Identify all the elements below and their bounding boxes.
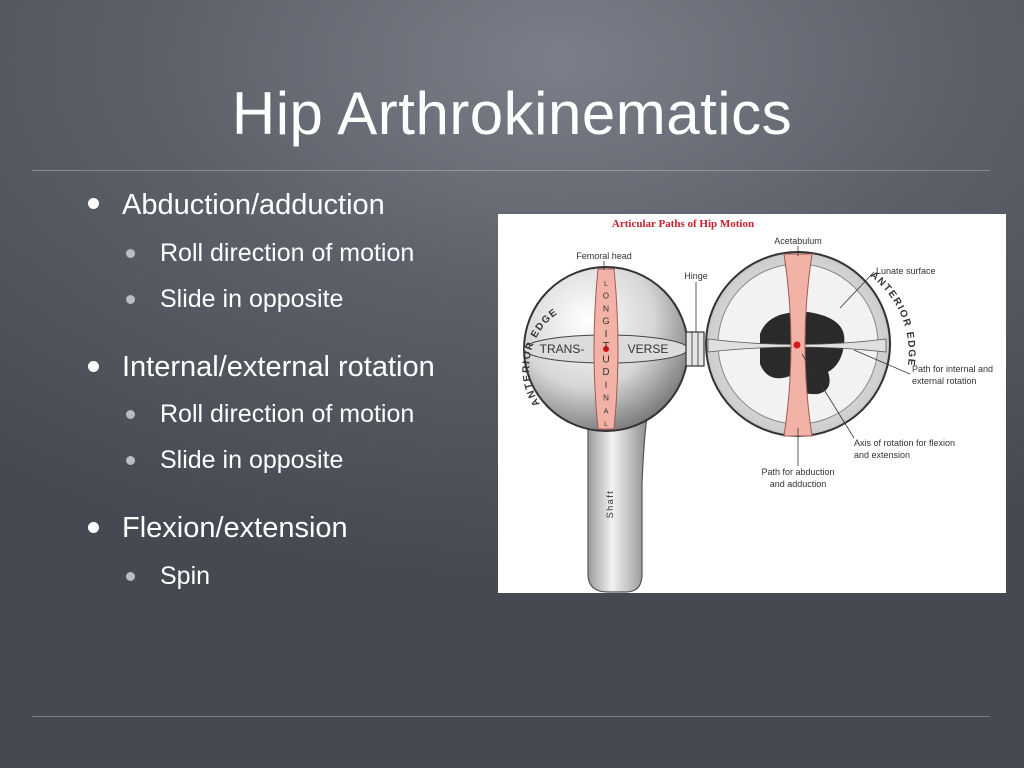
label-anterior-edge-right: ANTERIOR EDGE <box>868 269 917 368</box>
footer-divider <box>32 716 990 717</box>
label-path-rotation-line1: Path for internal and <box>912 364 994 374</box>
longitudinal-letter: L <box>604 421 608 428</box>
longitudinal-letter: G <box>602 315 610 327</box>
sub-bullet-dot <box>126 456 135 465</box>
femoral-head <box>521 267 688 431</box>
sub-bullet-dot <box>126 410 135 419</box>
bullet-dot <box>88 361 99 372</box>
hip-motion-diagram <box>498 214 1006 593</box>
sub-bullet-slide: Slide in opposite <box>160 285 344 313</box>
longitudinal-letter: D <box>602 367 610 379</box>
sub-bullet-roll: Roll direction of motion <box>160 400 415 428</box>
label-lunate-surface: Lunate surface <box>876 266 936 276</box>
longitudinal-letter: U <box>602 353 610 366</box>
sub-bullet-slide: Slide in opposite <box>160 446 344 474</box>
label-path-rotation-line2: external rotation <box>912 376 977 386</box>
label-axis-line2: and extension <box>854 450 911 460</box>
label-axis-line1: Axis of rotation for flexion <box>854 438 956 448</box>
bullet-abduction-adduction: Abduction/adduction <box>122 189 385 221</box>
sub-bullet-roll: Roll direction of motion <box>160 239 415 267</box>
longitudinal-letter: L <box>604 279 608 288</box>
longitudinal-letter: I <box>604 379 608 390</box>
acetabular-axis-dot <box>794 342 801 349</box>
figure-title: Articular Paths of Hip Motion <box>611 218 755 230</box>
bullet-list <box>0 0 490 768</box>
sub-bullet-dot <box>126 572 135 581</box>
acetabulum-cup <box>706 252 917 436</box>
longitudinal-letter: T <box>602 340 610 353</box>
slide-title: Hip Arthrokinematics <box>231 80 793 147</box>
label-trans: TRANS- <box>539 342 585 356</box>
bullet-dot <box>88 522 99 533</box>
label-anterior-edge-left: ANTERIOR EDGE <box>521 306 561 409</box>
longitudinal-letter: N <box>603 392 609 403</box>
sub-bullet-spin: Spin <box>160 562 211 590</box>
longitudinal-letter: O <box>602 291 610 301</box>
label-acetabulum: Acetabulum <box>774 236 822 246</box>
label-path-abduction-line1: Path for abduction <box>761 467 835 477</box>
sub-bullet-dot <box>126 295 135 304</box>
femur-shaft <box>588 410 648 592</box>
hinge <box>686 332 704 366</box>
longitudinal-letter: A <box>603 406 609 416</box>
longitudinal-letter: I <box>604 328 608 340</box>
bullet-dot <box>88 198 99 209</box>
label-shaft: Shaft <box>605 489 615 519</box>
sub-bullet-dot <box>126 249 135 258</box>
bullet-flexion-extension: Flexion/extension <box>122 512 348 544</box>
label-femoral-head: Femoral head <box>576 251 632 261</box>
label-path-abduction-line2: and adduction <box>769 479 827 489</box>
bullet-internal-external-rotation: Internal/external rotation <box>122 351 435 383</box>
longitudinal-letter: N <box>602 303 610 314</box>
label-verse: VERSE <box>627 342 669 356</box>
label-hinge: Hinge <box>684 271 708 281</box>
